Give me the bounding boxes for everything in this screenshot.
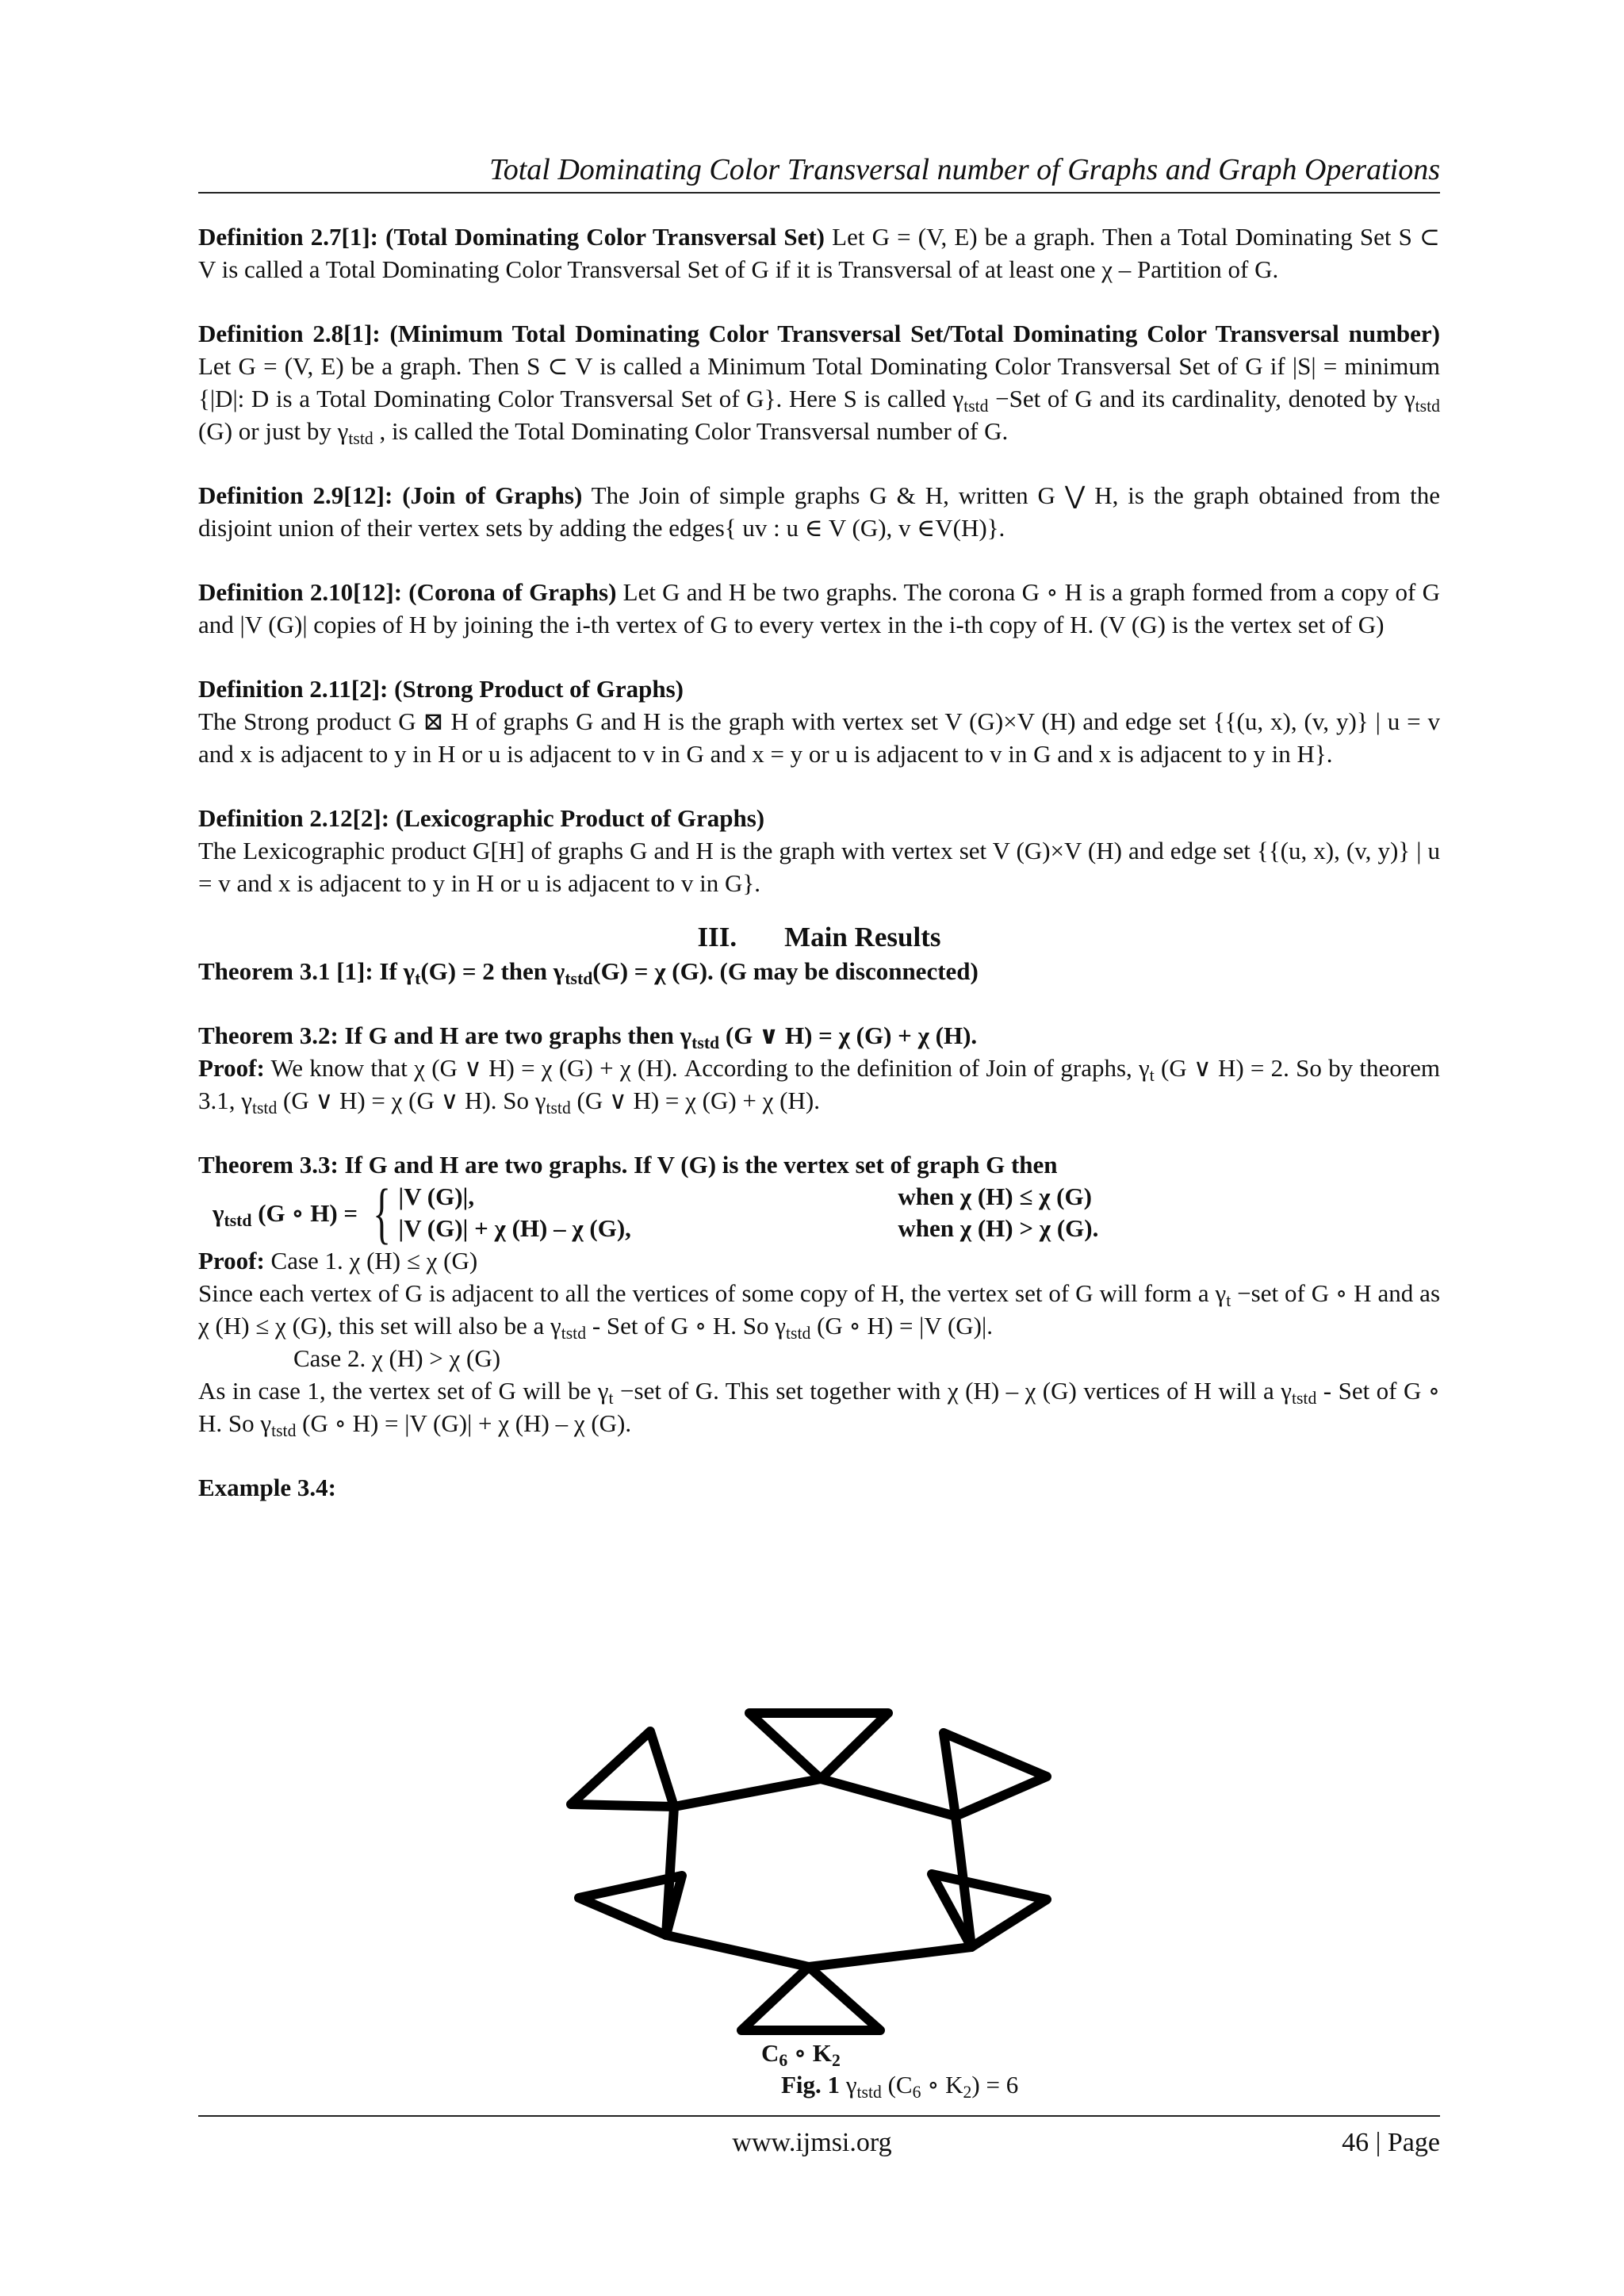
triangle-bottom-right [932,1874,1047,1947]
case-value: |V (G)| + χ (H) – χ (G), [398,1214,631,1242]
triangle-top-right [944,1733,1047,1816]
proof-label: Proof: [198,1247,265,1274]
caption-text: ∘ K [787,2039,832,2067]
footer-url: www.ijmsi.org [732,2128,892,2157]
proof-text: (G ∘ H) = |V (G)| + χ (H) – χ (G). [296,1409,632,1437]
proof-text: As in case 1, the vertex set of G will be γ [198,1377,609,1405]
definition-text: The Strong product G ⊠ H of graphs G and H is the graph with vertex set V (G)×V (H) and edge set {{(u, x), (v, y)} | u = v and x is adjacent to y in H or u is adjacent to v in G and x = y or u is adjacent to v in G and x is adjacent to y in H}. [198,707,1440,768]
section-number: III. [697,922,737,953]
figure-label: Fig. 1 [781,2071,841,2099]
proof-text: (G ∨ H) = 2. So by theorem 3.1, γ [198,1054,1440,1114]
subscript: t [1226,1291,1231,1310]
subscript: tstd [785,1324,811,1343]
subscript: tstd [1415,397,1440,416]
subscript: tstd [963,397,989,416]
case-heading: Case 1. χ (H) ≤ χ (G) [264,1247,478,1274]
subscript: tstd [251,1098,278,1117]
formula-text: γ [213,1198,224,1227]
caption-text: (C [881,2071,913,2099]
example-label: Example 3.4: [198,1474,336,1501]
theorem-text: (G) = χ (G). (G may be disconnected) [592,957,979,985]
theorem-text: Theorem 3.3: If G and H are two graphs. If V (G) is the vertex set of graph G then [198,1151,1058,1179]
page-number: 46 | Page [1342,2128,1440,2157]
proof-text: Since each vertex of G is adjacent to all the vertices of some copy of H, the vertex set of G will form a γ [198,1279,1227,1307]
footer-rule [198,2115,1440,2117]
formula-text: (G ∘ H) = [251,1198,358,1227]
definition-text: Let G and H be two graphs. The corona G ∘ H is a graph formed from a copy of G and |V (G)| copies of H by joining the i-th vertex of G to every vertex in the i-th copy of H. (V (G) is the vertex set of G) [198,578,1440,638]
triangle-top-left [571,1731,674,1807]
definition-text: −Set of G and its cardinality, denoted by γ [988,385,1415,412]
definition-label: Definition 2.12[2]: (Lexicographic Product of Graphs) [198,804,765,832]
definition-2-11 [198,673,1440,770]
theorem-3-2 [198,1019,1440,1117]
case-2-text [198,1374,1440,1439]
subscript: 6 [779,2051,788,2070]
subscript: 6 [912,2083,921,2102]
triangle-top [749,1713,888,1779]
left-brace: { [373,1175,392,1251]
definition-text: , is called the Total Dominating Color Transversal number of G. [373,417,1009,445]
subscript: t [608,1389,614,1408]
theorem-text: (G) = 2 then γ [420,957,565,985]
proof-text: (G ∨ H) = χ (G) + χ (H). [570,1087,820,1114]
definition-2-12 [198,802,1440,899]
subscript: t [415,969,421,988]
section-title: Main Results [784,922,941,953]
caption-text: ∘ K [921,2071,963,2099]
figure-graph-label [761,2038,841,2068]
triangle-bottom [741,1967,880,2030]
theorem-text: Theorem 3.1 [1]: If γ [198,957,416,985]
body-text [198,220,1440,1535]
proof-3-3 [198,1244,1440,1342]
case-heading: Case 2. χ (H) > χ (G) [293,1344,501,1372]
case-row [398,1181,1098,1213]
definition-2-7 [198,220,1440,286]
cycle-edge-top-left [674,1779,821,1807]
subscript: tstd [561,1324,587,1343]
subscript: t [1149,1066,1155,1085]
caption-text: γ [840,2071,857,2099]
subscript: tstd [691,1033,720,1052]
subscript: 2 [831,2051,841,2070]
proof-text: (G ∨ H) = χ (G ∨ H). So γ [277,1087,546,1114]
example-3-4 [198,1471,1440,1504]
theorem-3-1 [198,955,1440,987]
proof-text: −set of G. This set together with χ (H) – χ (G) vertices of H will a γ [613,1377,1292,1405]
proof-text: We know that χ (G ∨ H) = χ (G) + χ (H). According to the definition of Join of graphs, γ [264,1054,1150,1082]
definition-2-9 [198,479,1440,544]
definition-label: Definition 2.11[2]: (Strong Product of Graphs) [198,675,684,703]
proof-text: −set of G ∘ H and as χ (H) ≤ χ (G), this set will also be a γ [198,1279,1441,1340]
subscript: tstd [546,1098,571,1117]
definition-label: Definition 2.9[12]: (Join of Graphs) [198,481,583,509]
caption-text: C [761,2039,779,2067]
cycle-edge-bottom-right [809,1947,971,1967]
case-condition: when χ (H) ≤ χ (G) [898,1182,1092,1210]
cases-table [398,1181,1098,1244]
definition-2-8 [198,317,1440,447]
theorem-text: (G ∨ H) = χ (G) + χ (H). [719,1022,978,1049]
definition-text: The Lexicographic product G[H] of graphs G and H is the graph with vertex set V (G)×V (H) and edge set {{(u, x), (v, y)} | u = v and x is adjacent to y in H or u is adjacent to v in G}. [198,837,1440,897]
proof-text: (G ∘ H) = |V (G)|. [810,1312,993,1340]
definition-text: Let G = (V, E) be a graph. Then S ⊂ V is called a Minimum Total Dominating Color Transversal Set of G if |S| = minimum {|D|: D is a Total Dominating Color Transversal Set of G}. Here S is called γ [198,352,1440,412]
subscript: tstd [348,429,373,448]
definition-label: Definition 2.8[1]: (Minimum Total Dominating Color Transversal Set/Total Dominating Color Transversal number) [198,320,1440,347]
proof-text: - Set of G ∘ H. So γ [586,1312,786,1340]
cycle-edge-top-right [821,1779,956,1816]
definition-text: The Join of simple graphs G & H, written G ⋁ H, is the graph obtained from the disjoint union of their vertex sets by adding the edges{ uv : u ∈ V (G), v ∈V(H)}. [198,481,1440,542]
proof-label: Proof: [198,1054,265,1082]
piecewise-formula [213,1175,1440,1251]
running-title: Total Dominating Color Transversal number of Graphs and Graph Operations [489,153,1440,186]
definition-label: Definition 2.10[12]: (Corona of Graphs) [198,578,617,606]
definition-2-10 [198,576,1440,641]
figure-c6-corona-k2 [555,1693,1078,2066]
case-row [398,1213,1098,1244]
subscript: tstd [271,1421,297,1440]
header-rule [198,192,1440,194]
subscript: tstd [1291,1389,1317,1408]
cycle-edge-bottom-left [666,1935,809,1967]
subscript: tstd [224,1210,252,1230]
case-2-heading [198,1342,1440,1374]
definition-text: Let G = (V, E) be a graph. Then a Total Dominating Set S ⊂ V is called a Total Dominating Color Transversal Set of G if it is Transversal of at least one χ – Partition of G. [198,223,1440,283]
definition-text: (G) or just by γ [198,417,349,445]
theorem-text: Theorem 3.2: If G and H are two graphs then γ [198,1022,692,1049]
case-condition: when χ (H) > χ (G). [898,1214,1099,1242]
formula-lhs [213,1197,358,1229]
caption-text: ) = 6 [971,2071,1019,2099]
graph-drawing [555,1693,1078,2066]
subscript: tstd [856,2083,882,2102]
figure-caption [781,2070,1018,2100]
definition-label: Definition 2.7[1]: (Total Dominating Color Transversal Set) [198,223,825,251]
section-heading [198,920,1440,955]
subscript: 2 [963,2083,972,2102]
subscript: tstd [565,969,593,988]
case-value: |V (G)|, [398,1182,475,1210]
proof-text: - Set of G ∘ H. So γ [198,1377,1441,1437]
